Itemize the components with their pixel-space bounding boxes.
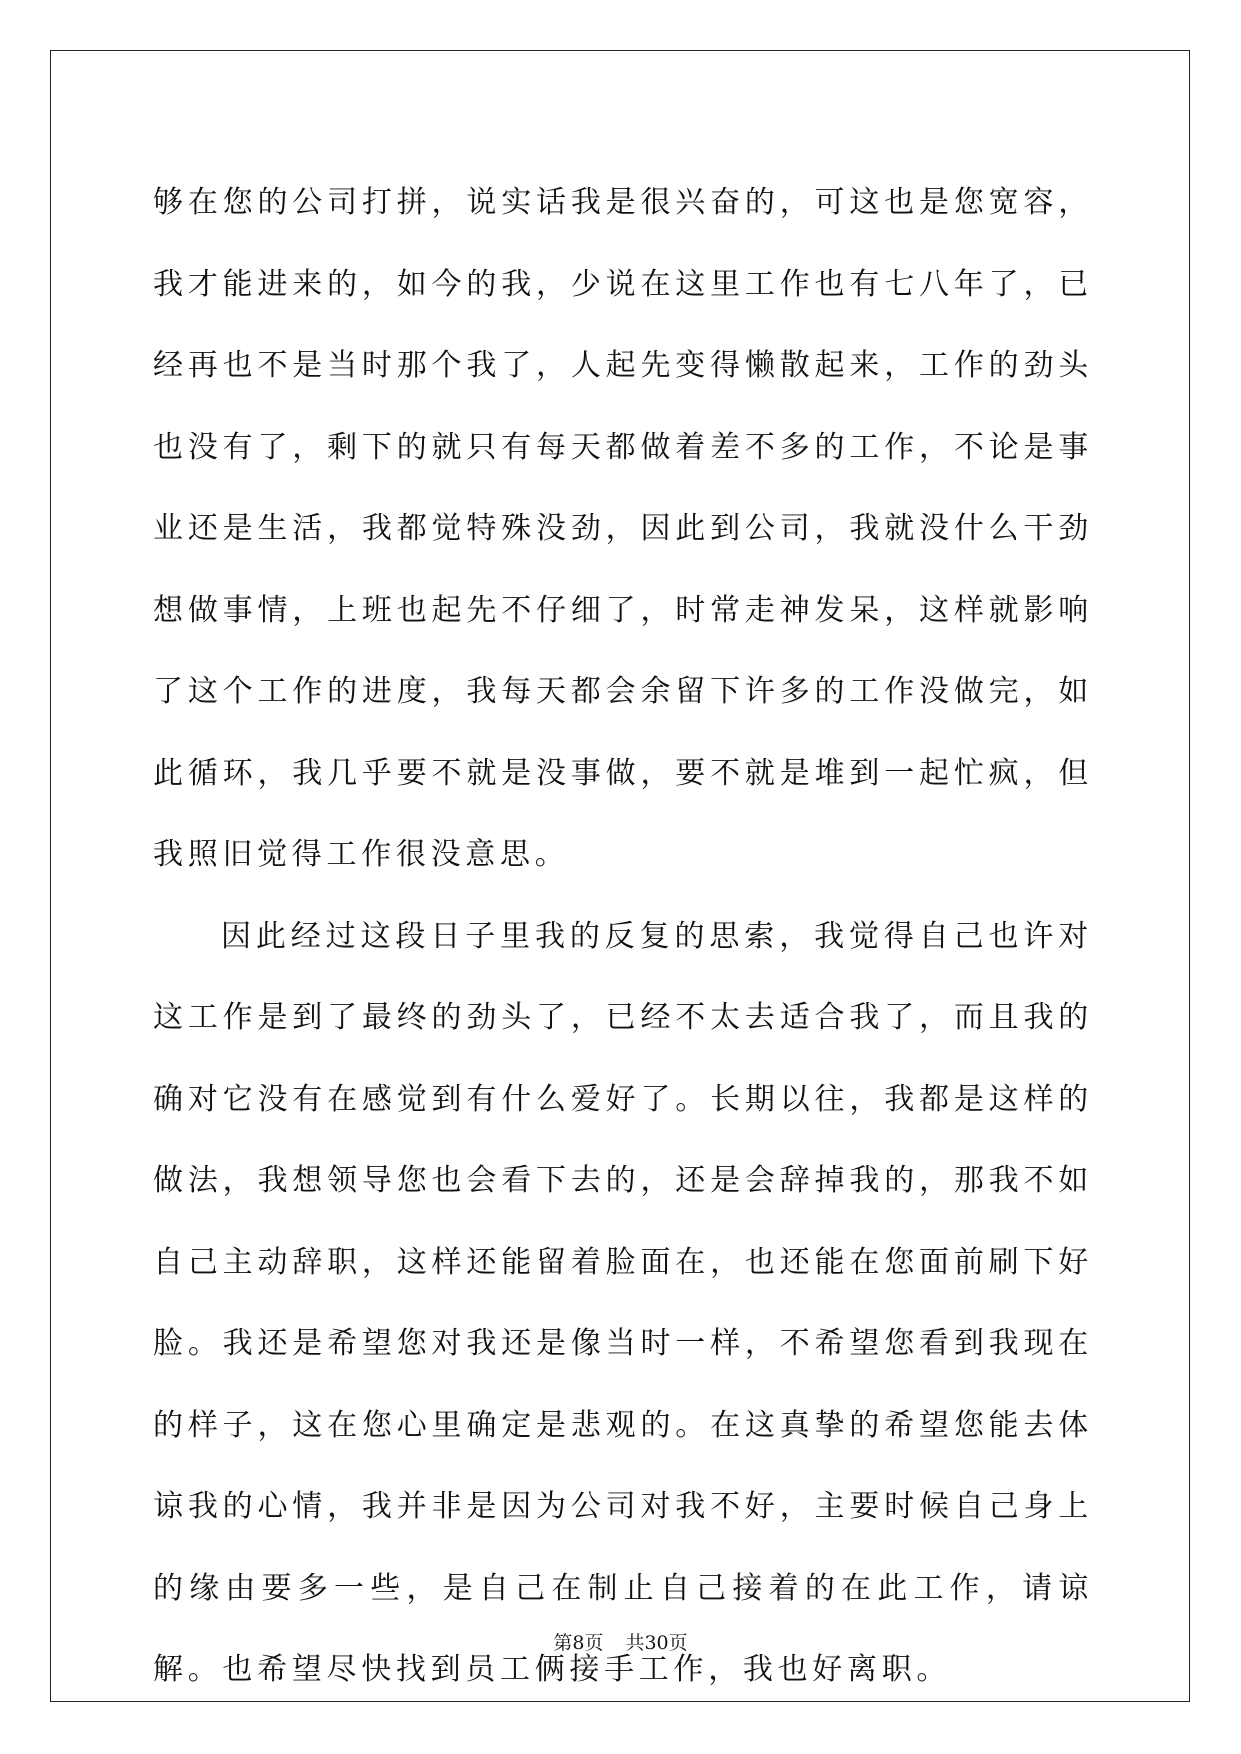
- page-number-total: 共30页: [625, 1632, 688, 1654]
- paragraph-continued: 够在您的公司打拼，说实话我是很兴奋的，可这也是您宽容，我才能进来的，如今的我，少说在这里工作也有七八年了，已经再也不是当时那个我了，人起先变得懒散起来，工作的劲头也没有了，剩下的就只有每天都做着差不多的工作，不论是事业还是生活，我都觉特殊没劲，因此到公司，我就没什么干劲想做事情，上班也起先不仔细了，时常走神发呆，这样就影响了这个工作的进度，我每天都会余留下许多的工作没做完，如此循环，我几乎要不就是没事做，要不就是堆到一起忙疯，但我照旧觉得工作很没意思。: [153, 185, 1093, 872]
- page-number-current: 第8页: [553, 1632, 604, 1654]
- page-footer: [0, 1628, 1241, 1655]
- document-body: [153, 162, 1093, 1711]
- paragraph: 因此经过这段日子里我的反复的思索，我觉得自己也许对这工作是到了最终的劲头了，已经不太去适合我了，而且我的确对它没有在感觉到有什么爱好了。长期以往，我都是这样的做法，我想领导您也会看下去的，还是会辞掉我的，那我不如自己主动辞职，这样还能留着脸面在，也还能在您面前刷下好脸。我还是希望您对我还是像当时一样，不希望您看到我现在的样子，这在您心里确定是悲观的。在这真挚的希望您能去体谅我的心情，我并非是因为公司对我不好，主要时候自己身上的缘由要多一些，是自己在制止自己接着的在此工作，请谅解。也希望尽快找到员工俩接手工作，我也好离职。: [153, 918, 1093, 1687]
